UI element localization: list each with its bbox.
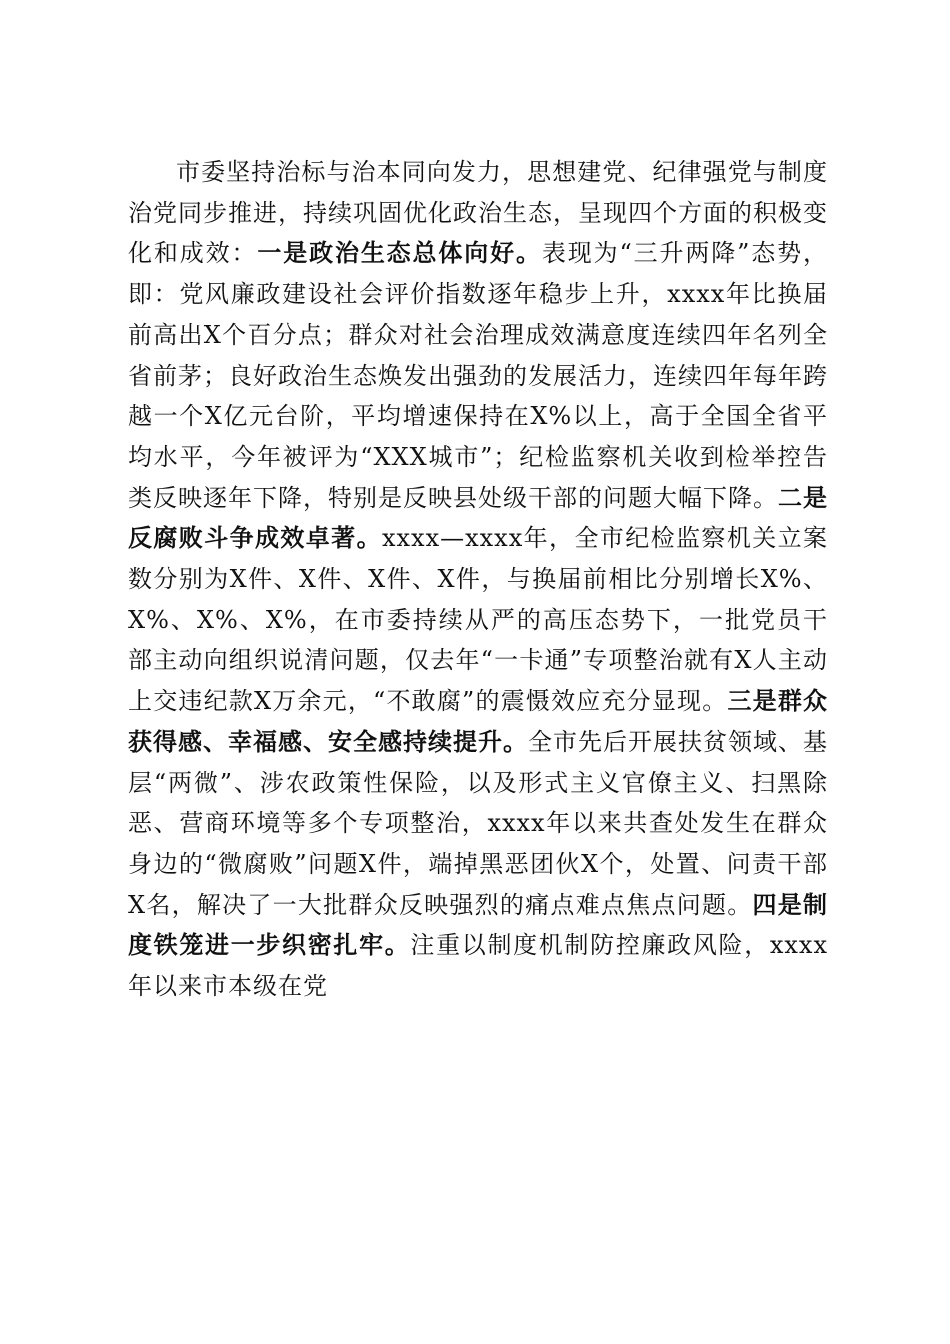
heading-point-four: 四是制度铁笼进一步织密扎牢。 xyxy=(128,889,828,960)
heading-point-three: 三是群众获得感、幸福感、安全感持续提升。 xyxy=(128,686,829,756)
paragraph-text-point-one: 表现为“三升两降”态势，即：党风廉政建设社会评价指数逐年稳步上升，xxxx年比换届前高出X个百分点；群众对社会治理成效满意度连续四年名列全省前茅；良好政治生态焕发出强劲的发展活力，连续四年每年跨越一个X亿元台阶，平均增速保持在X%以上，高于全国全省平均水平，今年被评为“XXX城市”；纪检监察机关收到检举控告类反映逐年下降，特别是反映县处级干部的问题大幅下降。 xyxy=(128,239,828,512)
paragraph-text-intro: 市委坚持治标与治本同向发力，思想建党、纪律强党与制度治党同步推进，持续巩固优化政治生态，呈现四个方面的积极变化和成效： xyxy=(128,158,828,268)
heading-point-two: 二是反腐败斗争成效卓著。 xyxy=(128,482,828,553)
paragraph-text-point-four: 注重以制度机制防控廉政风险，xxxx年以来市本级在党 xyxy=(128,931,829,1001)
body-paragraph xyxy=(128,152,828,1007)
heading-point-one: 一是政治生态总体向好。 xyxy=(257,238,542,268)
paragraph-text-point-three: 全市先后开展扶贫领域、基层“两微”、涉农政策性保险，以及形式主义官僚主义、扫黑除恶、营商环境等多个专项整治，xxxx年以来共查处发生在群众身边的“微腐败”问题X件，端掉黑恶团伙X个，处置、问责干部X名，解决了一大批群众反映强烈的痛点难点焦点问题。 xyxy=(128,727,828,919)
paragraph-text-point-two: xxxx—xxxx年，全市纪检监察机关立案数分别为X件、X件、X件、X件，与换届前相比分别增长X%、X%、X%、X%，在市委持续从严的高压态势下，一批党员干部主动向组织说清问题，仅去年“一卡通”专项整治就有X人主动上交违纪款X万余元，“不敢腐”的震慑效应充分显现。 xyxy=(128,524,829,716)
